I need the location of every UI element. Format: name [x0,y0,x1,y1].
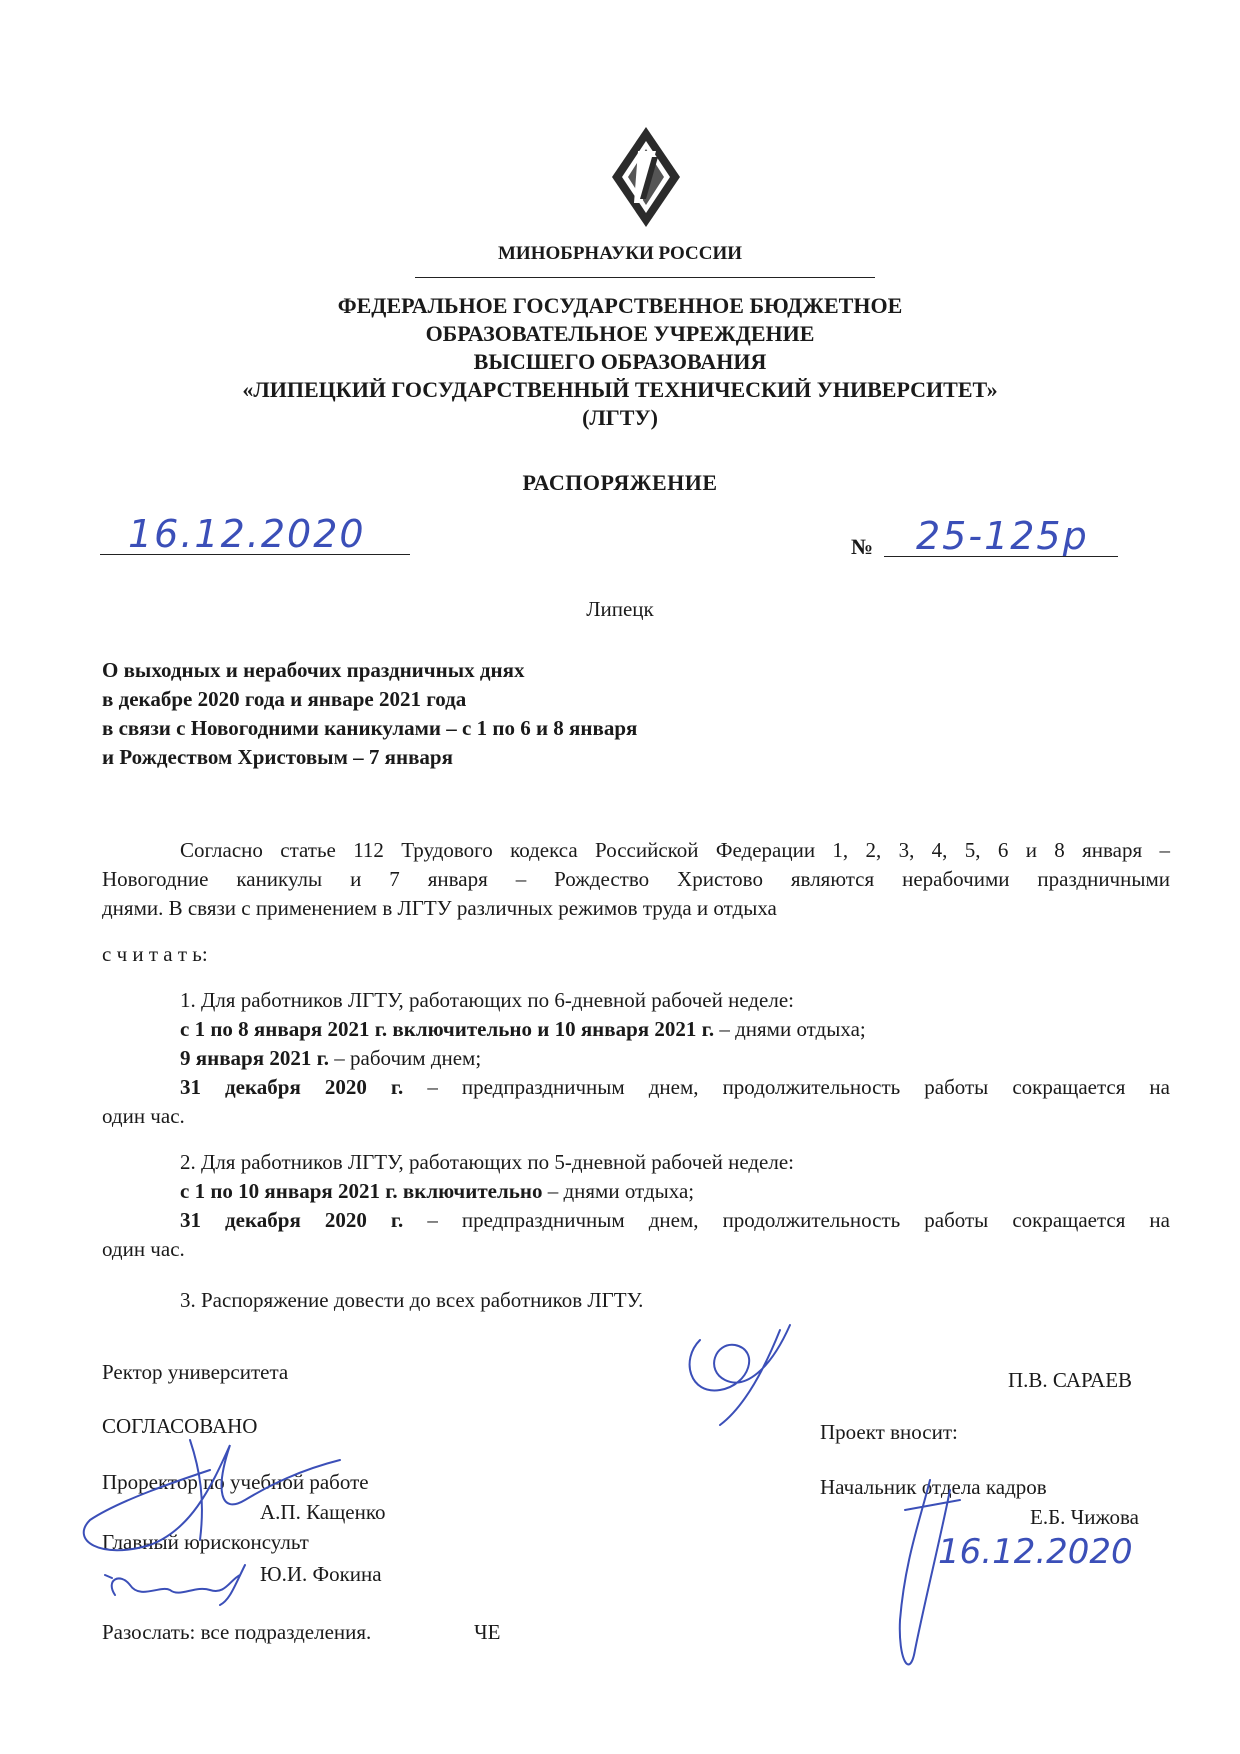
number-sign: № [851,534,874,559]
item-1-b-text: – рабочим днем; [329,1046,482,1070]
item-2-line-c-tail: один час. [102,1237,185,1261]
org-name-line-5: (ЛГТУ) [582,405,658,430]
subject-line-4: и Рождеством Христовым – 7 января [102,745,453,769]
item-1-line-b [102,1044,1170,1073]
item-1-line-a [102,1015,1170,1044]
handwritten-date: 16.12.2020 [128,512,366,556]
item-1-c-text: – предпраздничным днем, продолжительность работы сокращается на [403,1075,1170,1099]
item-2-c-date: 31 декабря 2020 г. [180,1208,404,1232]
document-type-title: РАСПОРЯЖЕНИЕ [522,470,718,495]
hr-name: Е.Б. Чижова [1030,1505,1139,1529]
item-1-a-dates: с 1 по 8 января 2021 г. включительно и 10 января 2021 г. [180,1017,715,1041]
item-2-title: 2. Для работников ЛГТУ, работающих по 5-дневной рабочей неделе: [180,1150,795,1174]
item-3: 3. Распоряжение довести до всех работников ЛГТУ. [180,1288,644,1312]
subject-line-2: в декабре 2020 года и январе 2021 года [102,687,467,711]
item-2-c-text: – предпраздничным днем, продолжительность работы сокращается на [403,1208,1170,1232]
org-name-line-1: ФЕДЕРАЛЬНОЕ ГОСУДАРСТВЕННОЕ БЮДЖЕТНОЕ [337,293,903,318]
ministry-name: МИНОБРНАУКИ РОССИИ [497,243,743,264]
rector-signature [690,1325,790,1425]
item-1-b-date: 9 января 2021 г. [180,1046,330,1070]
number-underline [884,556,1118,557]
org-name-line-3: ВЫСШЕГО ОБРАЗОВАНИЯ [473,349,767,374]
org-name-line-4: «ЛИПЕЦКИЙ ГОСУДАРСТВЕННЫЙ ТЕХНИЧЕСКИЙ УНИВЕРСИТЕТ» [242,377,998,402]
project-by-label: Проект вносит: [820,1420,958,1444]
hr-handwritten-date: 16.12.2020 [938,1532,1133,1572]
lawyer-signature [105,1565,245,1605]
handwritten-number: 25-125р [916,514,1089,558]
rector-name: П.В. САРАЕВ [1008,1368,1133,1392]
intro-line-2: Новогодние каникулы и 7 января – Рождество Христово являются нерабочими праздничными [102,867,1170,891]
lawyer-title: Главный юрисконсульт [102,1530,309,1554]
distribution-code: ЧЕ [474,1620,501,1644]
subject-line-3: в связи с Новогодними каникулами – с 1 по 6 и 8 января [102,716,638,740]
city: Липецк [586,597,654,621]
item-2-line-a [102,1177,1170,1206]
university-emblem-icon [612,127,680,227]
item-1-line-c [102,1073,1170,1102]
item-1-c-date: 31 декабря 2020 г. [180,1075,404,1099]
header-divider [415,277,875,278]
item-2-a-dates: с 1 по 10 января 2021 г. включительно [180,1179,543,1203]
hr-title: Начальник отдела кадров [820,1475,1047,1499]
item-2-a-text: – днями отдыха; [542,1179,695,1203]
item-1-title: 1. Для работников ЛГТУ, работающих по 6-дневной рабочей неделе: [180,988,795,1012]
intro-line-3: днями. В связи с применением в ЛГТУ различных режимов труда и отдыха [102,896,777,920]
item-2-line-c [102,1206,1170,1235]
agreed-label: СОГЛАСОВАНО [102,1414,258,1438]
prorector-name: А.П. Кащенко [260,1500,386,1524]
item-1-a-text: – днями отдыха; [714,1017,866,1041]
date-underline [100,554,410,555]
item-1-line-c-tail: один час. [102,1104,185,1128]
lawyer-name: Ю.И. Фокина [260,1562,382,1586]
distribution-text: Разослать: все подразделения. [102,1620,372,1644]
org-name-line-2: ОБРАЗОВАТЕЛЬНОЕ УЧРЕЖДЕНИЕ [425,321,815,346]
intro-line-1: Согласно статье 112 Трудового кодекса Российской Федерации 1, 2, 3, 4, 5, 6 и 8 января – [180,838,1170,862]
rector-title: Ректор университета [102,1360,289,1384]
decree-word: с ч и т а т ь: [102,942,208,966]
subject-line-1: О выходных и нерабочих праздничных днях [102,658,525,682]
prorector-title: Проректор по учебной работе [102,1470,369,1494]
hr-signature [900,1480,960,1664]
